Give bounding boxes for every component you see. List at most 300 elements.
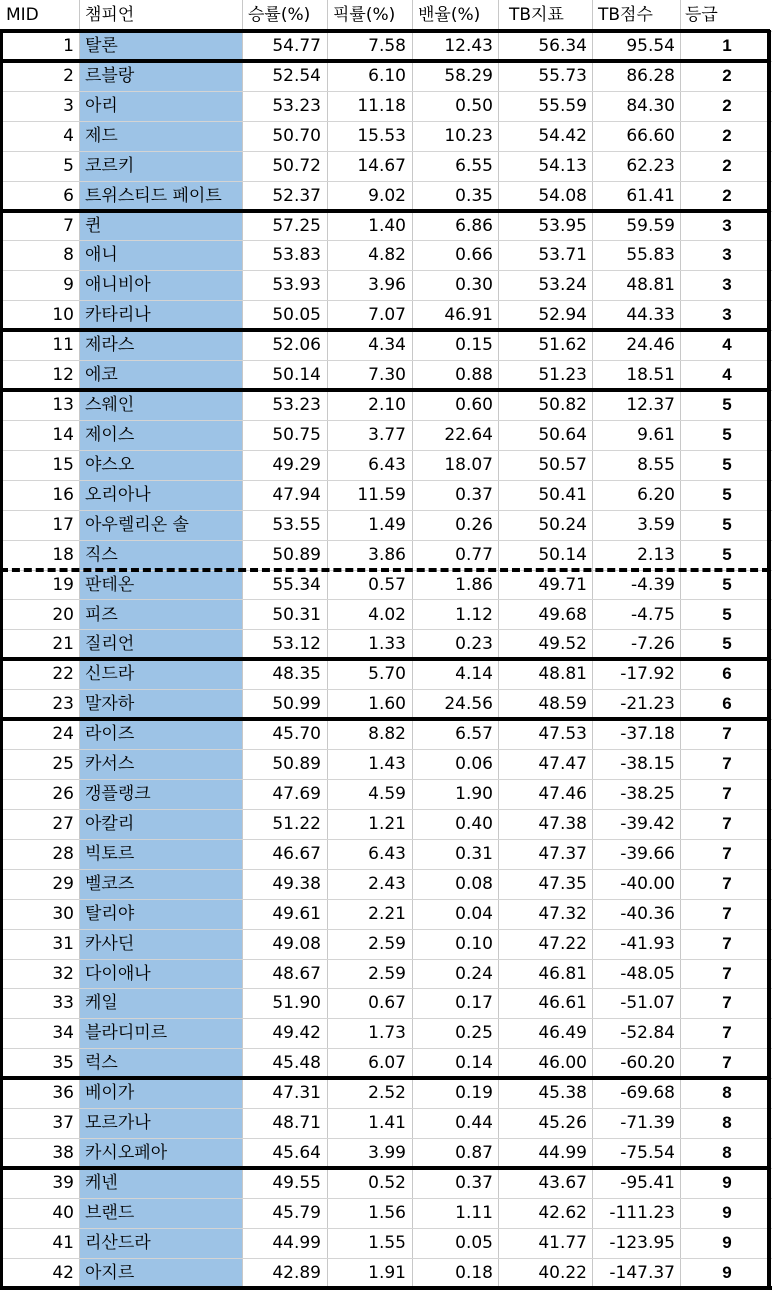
cell-champion[interactable]: 르블랑	[85, 65, 135, 86]
cell-tb-index[interactable]: 54.13	[538, 155, 587, 176]
cell-champion[interactable]: 제이스	[85, 425, 135, 445]
cell-mid[interactable]: 15	[52, 454, 74, 475]
cell-grade[interactable]: 2	[722, 125, 732, 145]
cell-tb-index[interactable]: 47.38	[538, 813, 587, 834]
cell-champion[interactable]: 에코	[85, 365, 118, 386]
cell-banrate[interactable]: 0.15	[455, 335, 493, 356]
cell-pickrate[interactable]: 2.43	[368, 873, 406, 894]
cell-tb-score[interactable]: -71.39	[620, 1113, 675, 1134]
cell-tb-score[interactable]: -4.75	[631, 604, 675, 625]
cell-banrate[interactable]: 1.11	[455, 1202, 493, 1223]
cell-tb-index[interactable]: 47.37	[538, 843, 587, 864]
cell-mid[interactable]: 23	[52, 694, 74, 715]
cell-grade[interactable]: 7	[722, 754, 732, 774]
cell-tb-score[interactable]: -39.42	[620, 813, 675, 834]
cell-tb-score[interactable]: -123.95	[609, 1232, 675, 1253]
cell-winrate[interactable]: 50.31	[272, 604, 321, 625]
cell-champion[interactable]: 블라디미르	[85, 1023, 168, 1044]
cell-winrate[interactable]: 53.23	[272, 395, 321, 415]
cell-mid[interactable]: 5	[63, 155, 74, 176]
cell-grade[interactable]: 7	[722, 903, 732, 923]
cell-banrate[interactable]: 0.44	[455, 1113, 493, 1134]
cell-tb-index[interactable]: 54.42	[538, 125, 587, 146]
cell-winrate[interactable]: 50.05	[272, 305, 321, 326]
cell-tb-index[interactable]: 53.95	[538, 215, 587, 236]
cell-champion[interactable]: 럭스	[85, 1053, 118, 1074]
cell-winrate[interactable]: 50.70	[272, 125, 321, 146]
cell-banrate[interactable]: 0.18	[455, 1262, 493, 1283]
cell-tb-score[interactable]: -39.66	[620, 843, 675, 864]
cell-grade[interactable]: 5	[722, 484, 732, 504]
cell-tb-score[interactable]: -4.39	[631, 574, 675, 595]
cell-champion[interactable]: 빅토르	[85, 843, 135, 864]
cell-tb-index[interactable]: 49.71	[538, 574, 587, 595]
cell-champion[interactable]: 코르키	[85, 155, 135, 176]
cell-winrate[interactable]: 45.79	[272, 1202, 321, 1223]
cell-grade[interactable]: 7	[722, 933, 732, 953]
cell-tb-score[interactable]: 44.33	[626, 305, 675, 326]
cell-grade[interactable]: 9	[722, 1232, 732, 1252]
cell-banrate[interactable]: 0.26	[455, 514, 493, 535]
cell-pickrate[interactable]: 3.77	[368, 425, 406, 445]
cell-champion[interactable]: 브랜드	[85, 1202, 135, 1223]
cell-champion[interactable]: 애니	[85, 245, 118, 266]
cell-winrate[interactable]: 50.99	[272, 694, 321, 715]
cell-tb-score[interactable]: 48.81	[626, 275, 675, 296]
cell-pickrate[interactable]: 2.21	[368, 903, 406, 924]
cell-winrate[interactable]: 49.29	[272, 454, 321, 475]
cell-mid[interactable]: 16	[52, 484, 74, 505]
cell-mid[interactable]: 34	[52, 1023, 74, 1044]
cell-pickrate[interactable]: 4.34	[368, 335, 406, 356]
cell-tb-score[interactable]: 59.59	[626, 215, 675, 236]
cell-champion[interactable]: 판테온	[85, 574, 135, 595]
cell-grade[interactable]: 5	[722, 514, 732, 534]
cell-mid[interactable]: 11	[52, 335, 74, 356]
cell-champion[interactable]: 벨코즈	[85, 873, 135, 894]
cell-tb-index[interactable]: 48.59	[538, 694, 587, 715]
cell-mid[interactable]: 25	[52, 754, 74, 775]
cell-winrate[interactable]: 50.72	[272, 155, 321, 176]
cell-champion[interactable]: 케넨	[85, 1173, 118, 1193]
cell-tb-index[interactable]: 55.73	[538, 65, 587, 86]
cell-grade[interactable]: 7	[722, 784, 732, 803]
cell-winrate[interactable]: 47.31	[272, 1083, 321, 1104]
cell-pickrate[interactable]: 4.82	[368, 245, 406, 266]
cell-grade[interactable]: 2	[722, 155, 732, 175]
cell-champion[interactable]: 리산드라	[85, 1232, 151, 1253]
cell-champion[interactable]: 아리	[85, 95, 118, 116]
cell-winrate[interactable]: 49.38	[272, 873, 321, 894]
cell-tb-index[interactable]: 50.57	[538, 454, 587, 475]
cell-winrate[interactable]: 45.64	[272, 1143, 321, 1163]
cell-champion[interactable]: 애니비아	[85, 275, 151, 296]
cell-mid[interactable]: 10	[52, 305, 74, 326]
header-tb-score[interactable]: TB점수	[598, 5, 653, 25]
cell-tb-index[interactable]: 45.26	[538, 1113, 587, 1134]
cell-pickrate[interactable]: 11.18	[357, 95, 406, 116]
header-champion[interactable]: 챔피언	[85, 5, 135, 25]
cell-grade[interactable]: 3	[722, 275, 732, 295]
cell-pickrate[interactable]: 1.21	[368, 813, 406, 834]
cell-champion[interactable]: 제드	[85, 125, 118, 146]
cell-tb-index[interactable]: 52.94	[538, 305, 587, 326]
cell-grade[interactable]: 5	[722, 454, 732, 474]
cell-mid[interactable]: 20	[52, 604, 74, 625]
cell-banrate[interactable]: 0.60	[455, 395, 493, 415]
cell-banrate[interactable]: 0.77	[455, 544, 493, 565]
cell-pickrate[interactable]: 1.43	[368, 754, 406, 775]
cell-tb-score[interactable]: -95.41	[620, 1173, 675, 1193]
cell-champion[interactable]: 아지르	[85, 1262, 135, 1283]
cell-tb-score[interactable]: -51.07	[620, 993, 675, 1014]
cell-mid[interactable]: 14	[52, 425, 74, 445]
cell-grade[interactable]: 7	[722, 993, 732, 1013]
cell-champion[interactable]: 베이가	[85, 1083, 135, 1104]
cell-pickrate[interactable]: 4.59	[368, 784, 406, 804]
cell-tb-score[interactable]: -17.92	[620, 664, 675, 685]
cell-tb-score[interactable]: 86.28	[626, 65, 675, 86]
cell-tb-index[interactable]: 53.71	[538, 245, 587, 266]
cell-tb-score[interactable]: -48.05	[620, 963, 675, 984]
cell-winrate[interactable]: 48.71	[272, 1113, 321, 1134]
header-tb-index[interactable]: TB지표	[509, 5, 564, 25]
cell-pickrate[interactable]: 7.30	[368, 365, 406, 386]
cell-tb-score[interactable]: 2.13	[637, 544, 675, 565]
cell-mid[interactable]: 40	[52, 1202, 74, 1223]
cell-tb-score[interactable]: -38.15	[620, 754, 675, 775]
cell-tb-score[interactable]: -69.68	[620, 1083, 675, 1104]
cell-mid[interactable]: 18	[52, 544, 74, 565]
cell-grade[interactable]: 5	[722, 634, 732, 654]
cell-tb-score[interactable]: -21.23	[620, 694, 675, 715]
cell-tb-score[interactable]: 6.20	[637, 484, 675, 505]
cell-mid[interactable]: 17	[52, 514, 74, 535]
cell-mid[interactable]: 35	[52, 1053, 74, 1074]
cell-champion[interactable]: 퀸	[85, 215, 102, 236]
cell-banrate[interactable]: 1.86	[455, 574, 493, 595]
cell-winrate[interactable]: 45.48	[272, 1053, 321, 1074]
cell-mid[interactable]: 2	[63, 65, 74, 86]
cell-mid[interactable]: 6	[63, 185, 74, 206]
cell-mid[interactable]: 12	[52, 365, 74, 386]
cell-pickrate[interactable]: 15.53	[357, 125, 406, 146]
cell-mid[interactable]: 41	[52, 1232, 74, 1253]
cell-grade[interactable]: 7	[722, 813, 732, 833]
cell-champion[interactable]: 케일	[85, 993, 118, 1014]
cell-winrate[interactable]: 57.25	[272, 215, 321, 236]
cell-grade[interactable]: 7	[722, 843, 732, 863]
cell-champion[interactable]: 갱플랭크	[85, 784, 151, 804]
cell-mid[interactable]: 36	[52, 1083, 74, 1104]
cell-mid[interactable]: 32	[52, 963, 74, 984]
cell-banrate[interactable]: 46.91	[444, 305, 493, 326]
cell-pickrate[interactable]: 1.55	[368, 1232, 406, 1253]
cell-tb-score[interactable]: 12.37	[626, 395, 675, 415]
cell-tb-index[interactable]: 49.68	[538, 604, 587, 625]
cell-tb-score[interactable]: -147.37	[609, 1262, 675, 1283]
cell-mid[interactable]: 30	[52, 903, 74, 924]
cell-champion[interactable]: 오리아나	[85, 484, 151, 505]
cell-grade[interactable]: 9	[722, 1202, 732, 1222]
cell-champion[interactable]: 카서스	[85, 754, 135, 775]
cell-tb-score[interactable]: 3.59	[637, 514, 675, 535]
cell-banrate[interactable]: 0.14	[455, 1053, 493, 1074]
cell-banrate[interactable]: 0.04	[455, 903, 493, 924]
cell-pickrate[interactable]: 6.43	[368, 843, 406, 864]
cell-pickrate[interactable]: 2.10	[368, 395, 406, 415]
cell-mid[interactable]: 24	[52, 724, 74, 745]
header-banrate[interactable]: 밴율(%)	[418, 5, 481, 25]
cell-tb-score[interactable]: 55.83	[626, 245, 675, 266]
cell-tb-index[interactable]: 50.24	[538, 514, 587, 535]
cell-mid[interactable]: 42	[52, 1262, 74, 1283]
header-winrate[interactable]: 승률(%)	[248, 5, 311, 25]
cell-grade[interactable]: 5	[722, 574, 732, 594]
cell-banrate[interactable]: 0.17	[455, 993, 493, 1014]
cell-banrate[interactable]: 0.19	[455, 1083, 493, 1104]
cell-tb-score[interactable]: -40.00	[620, 873, 675, 894]
cell-tb-score[interactable]: 62.23	[626, 155, 675, 176]
cell-grade[interactable]: 6	[722, 694, 732, 714]
cell-champion[interactable]: 트위스티드 페이트	[85, 185, 222, 206]
cell-winrate[interactable]: 50.89	[272, 544, 321, 565]
cell-winrate[interactable]: 51.22	[272, 813, 321, 834]
cell-tb-index[interactable]: 47.22	[538, 933, 587, 954]
cell-tb-index[interactable]: 47.32	[538, 903, 587, 924]
cell-banrate[interactable]: 0.35	[455, 185, 493, 206]
cell-winrate[interactable]: 48.67	[272, 963, 321, 984]
cell-tb-index[interactable]: 45.38	[538, 1083, 587, 1104]
cell-banrate[interactable]: 0.37	[455, 1173, 493, 1193]
cell-mid[interactable]: 26	[52, 784, 74, 804]
cell-banrate[interactable]: 6.55	[455, 155, 493, 176]
cell-champion[interactable]: 탈론	[85, 36, 118, 56]
cell-winrate[interactable]: 47.69	[272, 784, 321, 804]
cell-banrate[interactable]: 0.31	[455, 843, 493, 864]
cell-mid[interactable]: 37	[52, 1113, 74, 1134]
cell-tb-score[interactable]: 84.30	[626, 95, 675, 116]
cell-banrate[interactable]: 0.25	[455, 1023, 493, 1044]
cell-tb-index[interactable]: 50.82	[538, 395, 587, 415]
cell-grade[interactable]: 5	[722, 425, 732, 444]
cell-banrate[interactable]: 0.37	[455, 484, 493, 505]
cell-grade[interactable]: 2	[722, 65, 732, 85]
cell-mid[interactable]: 3	[63, 95, 74, 116]
cell-tb-index[interactable]: 50.64	[538, 425, 587, 445]
cell-tb-score[interactable]: -37.18	[620, 724, 675, 745]
cell-winrate[interactable]: 49.55	[272, 1173, 321, 1193]
cell-banrate[interactable]: 22.64	[444, 425, 493, 445]
cell-tb-index[interactable]: 48.81	[538, 664, 587, 685]
cell-grade[interactable]: 8	[722, 1113, 732, 1133]
cell-mid[interactable]: 8	[63, 245, 74, 266]
cell-banrate[interactable]: 0.08	[455, 873, 493, 894]
cell-tb-index[interactable]: 47.35	[538, 873, 587, 894]
cell-pickrate[interactable]: 1.73	[368, 1023, 406, 1044]
cell-pickrate[interactable]: 3.86	[368, 544, 406, 565]
cell-tb-index[interactable]: 47.46	[538, 784, 587, 804]
cell-tb-index[interactable]: 46.81	[538, 963, 587, 984]
cell-winrate[interactable]: 53.12	[272, 634, 321, 655]
cell-tb-score[interactable]: -52.84	[620, 1023, 675, 1044]
cell-champion[interactable]: 카타리나	[85, 305, 151, 326]
header-pickrate[interactable]: 픽률(%)	[333, 5, 396, 25]
cell-pickrate[interactable]: 1.91	[368, 1262, 406, 1283]
cell-banrate[interactable]: 0.23	[455, 634, 493, 655]
cell-banrate[interactable]: 0.10	[455, 933, 493, 954]
cell-winrate[interactable]: 46.67	[272, 843, 321, 864]
cell-tb-index[interactable]: 46.49	[538, 1023, 587, 1044]
cell-pickrate[interactable]: 0.57	[368, 574, 406, 595]
cell-tb-index[interactable]: 46.00	[538, 1053, 587, 1074]
cell-winrate[interactable]: 45.70	[272, 724, 321, 745]
cell-champion[interactable]: 야스오	[85, 454, 135, 475]
cell-mid[interactable]: 31	[52, 933, 74, 954]
cell-pickrate[interactable]: 7.58	[368, 36, 406, 56]
header-mid[interactable]: MID	[6, 5, 39, 25]
cell-tb-score[interactable]: 61.41	[626, 185, 675, 206]
cell-winrate[interactable]: 47.94	[272, 484, 321, 505]
cell-winrate[interactable]: 52.06	[272, 335, 321, 356]
cell-tb-index[interactable]: 47.47	[538, 754, 587, 775]
cell-banrate[interactable]: 12.43	[444, 36, 493, 56]
cell-pickrate[interactable]: 1.49	[368, 514, 406, 535]
cell-banrate[interactable]: 0.50	[455, 95, 493, 116]
cell-champion[interactable]: 카시오페아	[85, 1143, 168, 1163]
cell-champion[interactable]: 라이즈	[85, 724, 135, 745]
cell-winrate[interactable]: 50.14	[272, 365, 321, 386]
cell-pickrate[interactable]: 8.82	[368, 724, 406, 745]
cell-winrate[interactable]: 50.75	[272, 425, 321, 445]
cell-pickrate[interactable]: 7.07	[368, 305, 406, 326]
cell-tb-score[interactable]: 24.46	[626, 335, 675, 356]
cell-grade[interactable]: 5	[722, 395, 732, 414]
cell-banrate[interactable]: 0.40	[455, 813, 493, 834]
cell-tb-score[interactable]: 18.51	[626, 365, 675, 386]
cell-grade[interactable]: 2	[722, 185, 732, 205]
cell-grade[interactable]: 3	[722, 215, 732, 235]
cell-mid[interactable]: 1	[63, 36, 74, 56]
cell-mid[interactable]: 22	[52, 664, 74, 685]
cell-pickrate[interactable]: 4.02	[368, 604, 406, 625]
cell-grade[interactable]: 9	[722, 1173, 732, 1192]
cell-grade[interactable]: 3	[722, 305, 732, 325]
cell-grade[interactable]: 9	[722, 1262, 732, 1282]
cell-winrate[interactable]: 54.77	[272, 36, 321, 56]
cell-banrate[interactable]: 0.06	[455, 754, 493, 775]
cell-winrate[interactable]: 52.54	[272, 65, 321, 86]
cell-mid[interactable]: 4	[63, 125, 74, 146]
cell-banrate[interactable]: 0.05	[455, 1232, 493, 1253]
cell-winrate[interactable]: 48.35	[272, 664, 321, 685]
cell-grade[interactable]: 2	[722, 95, 732, 115]
cell-tb-index[interactable]: 51.62	[538, 335, 587, 356]
cell-grade[interactable]: 8	[722, 1083, 732, 1103]
cell-mid[interactable]: 13	[52, 395, 74, 415]
cell-champion[interactable]: 질리언	[85, 634, 135, 655]
cell-tb-index[interactable]: 46.61	[538, 993, 587, 1014]
cell-champion[interactable]: 아칼리	[85, 813, 135, 834]
cell-champion[interactable]: 스웨인	[85, 395, 135, 415]
cell-tb-score[interactable]: 9.61	[637, 425, 675, 445]
cell-grade[interactable]: 7	[722, 1023, 732, 1043]
cell-mid[interactable]: 19	[52, 574, 74, 595]
cell-tb-index[interactable]: 56.34	[538, 36, 587, 56]
cell-banrate[interactable]: 18.07	[444, 454, 493, 475]
cell-grade[interactable]: 5	[722, 604, 732, 624]
cell-champion[interactable]: 직스	[85, 544, 118, 565]
cell-grade[interactable]: 7	[722, 873, 732, 893]
cell-winrate[interactable]: 49.42	[272, 1023, 321, 1044]
cell-mid[interactable]: 33	[52, 993, 74, 1014]
cell-pickrate[interactable]: 1.60	[368, 694, 406, 715]
cell-winrate[interactable]: 42.89	[272, 1262, 321, 1283]
cell-pickrate[interactable]: 0.67	[368, 993, 406, 1014]
cell-tb-score[interactable]: 95.54	[626, 36, 675, 56]
cell-mid[interactable]: 27	[52, 813, 74, 834]
cell-grade[interactable]: 3	[722, 245, 732, 265]
cell-winrate[interactable]: 53.55	[272, 514, 321, 535]
cell-pickrate[interactable]: 1.40	[368, 215, 406, 236]
cell-winrate[interactable]: 49.61	[272, 903, 321, 924]
cell-tb-index[interactable]: 43.67	[538, 1173, 587, 1193]
cell-winrate[interactable]: 49.08	[272, 933, 321, 954]
cell-winrate[interactable]: 53.83	[272, 245, 321, 266]
cell-tb-score[interactable]: -111.23	[609, 1202, 675, 1223]
cell-grade[interactable]: 8	[722, 1143, 732, 1162]
cell-tb-score[interactable]: -7.26	[631, 634, 675, 655]
cell-champion[interactable]: 말자하	[85, 694, 135, 715]
cell-tb-index[interactable]: 50.41	[538, 484, 587, 505]
cell-champion[interactable]: 피즈	[85, 604, 118, 625]
cell-tb-index[interactable]: 50.14	[538, 544, 587, 565]
cell-grade[interactable]: 5	[722, 544, 732, 564]
cell-winrate[interactable]: 53.23	[272, 95, 321, 116]
cell-pickrate[interactable]: 14.67	[357, 155, 406, 176]
cell-grade[interactable]: 4	[722, 335, 732, 355]
cell-grade[interactable]: 4	[722, 365, 732, 385]
cell-banrate[interactable]: 1.90	[455, 784, 493, 804]
cell-champion[interactable]: 다이애나	[85, 963, 151, 984]
cell-pickrate[interactable]: 6.43	[368, 454, 406, 475]
cell-banrate[interactable]: 0.66	[455, 245, 493, 266]
cell-winrate[interactable]: 55.34	[272, 574, 321, 595]
cell-mid[interactable]: 29	[52, 873, 74, 894]
cell-mid[interactable]: 38	[52, 1143, 74, 1163]
cell-tb-index[interactable]: 42.62	[538, 1202, 587, 1223]
cell-pickrate[interactable]: 6.10	[368, 65, 406, 86]
cell-pickrate[interactable]: 9.02	[368, 185, 406, 206]
cell-tb-index[interactable]: 55.59	[538, 95, 587, 116]
cell-tb-score[interactable]: -41.93	[620, 933, 675, 954]
cell-winrate[interactable]: 50.89	[272, 754, 321, 775]
cell-tb-index[interactable]: 47.53	[538, 724, 587, 745]
cell-grade[interactable]: 7	[722, 963, 732, 983]
cell-tb-index[interactable]: 44.99	[538, 1143, 587, 1163]
cell-pickrate[interactable]: 1.41	[368, 1113, 406, 1134]
cell-mid[interactable]: 28	[52, 843, 74, 864]
cell-pickrate[interactable]: 3.99	[368, 1143, 406, 1163]
cell-winrate[interactable]: 44.99	[272, 1232, 321, 1253]
cell-pickrate[interactable]: 6.07	[368, 1053, 406, 1074]
cell-tb-score[interactable]: -38.25	[620, 784, 675, 804]
cell-tb-index[interactable]: 49.52	[538, 634, 587, 655]
cell-winrate[interactable]: 51.90	[272, 993, 321, 1014]
cell-tb-index[interactable]: 53.24	[538, 275, 587, 296]
cell-champion[interactable]: 카사딘	[85, 933, 135, 954]
cell-pickrate[interactable]: 11.59	[357, 484, 406, 505]
